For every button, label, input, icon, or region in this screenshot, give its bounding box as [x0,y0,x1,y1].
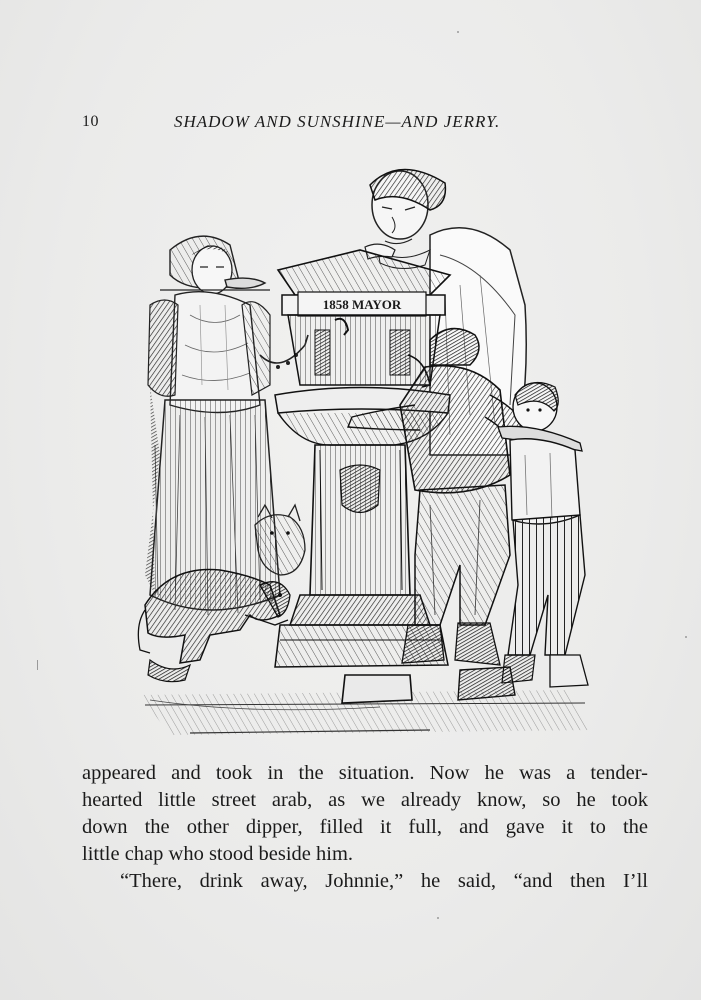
paper-speck [457,31,459,33]
text-line: appeared and took in the situation. Now he was a tender- [82,762,648,784]
small-boy-figure [498,383,588,688]
text-line: hearted little street arab, as we already know, so he took [82,789,648,811]
running-title: SHADOW AND SUNSHINE—AND JERRY. [174,112,501,131]
paper-speck [37,660,38,670]
page-number: 10 [82,113,99,130]
engraving-illustration [130,155,600,740]
paper-speck [685,636,687,638]
text-line: little chap who stood beside him. [82,843,354,865]
running-head [82,112,552,136]
text-line: down the other dipper, filled it full, and gave it to the [82,816,648,838]
text-line: “There, drink away, Johnnie,” he said, “and then I’ll [120,870,648,892]
paper-speck [437,917,439,919]
fountain-plate: 1858 MAYOR [322,297,402,312]
fountain-scene-engraving [130,155,600,740]
body-text [82,760,648,895]
